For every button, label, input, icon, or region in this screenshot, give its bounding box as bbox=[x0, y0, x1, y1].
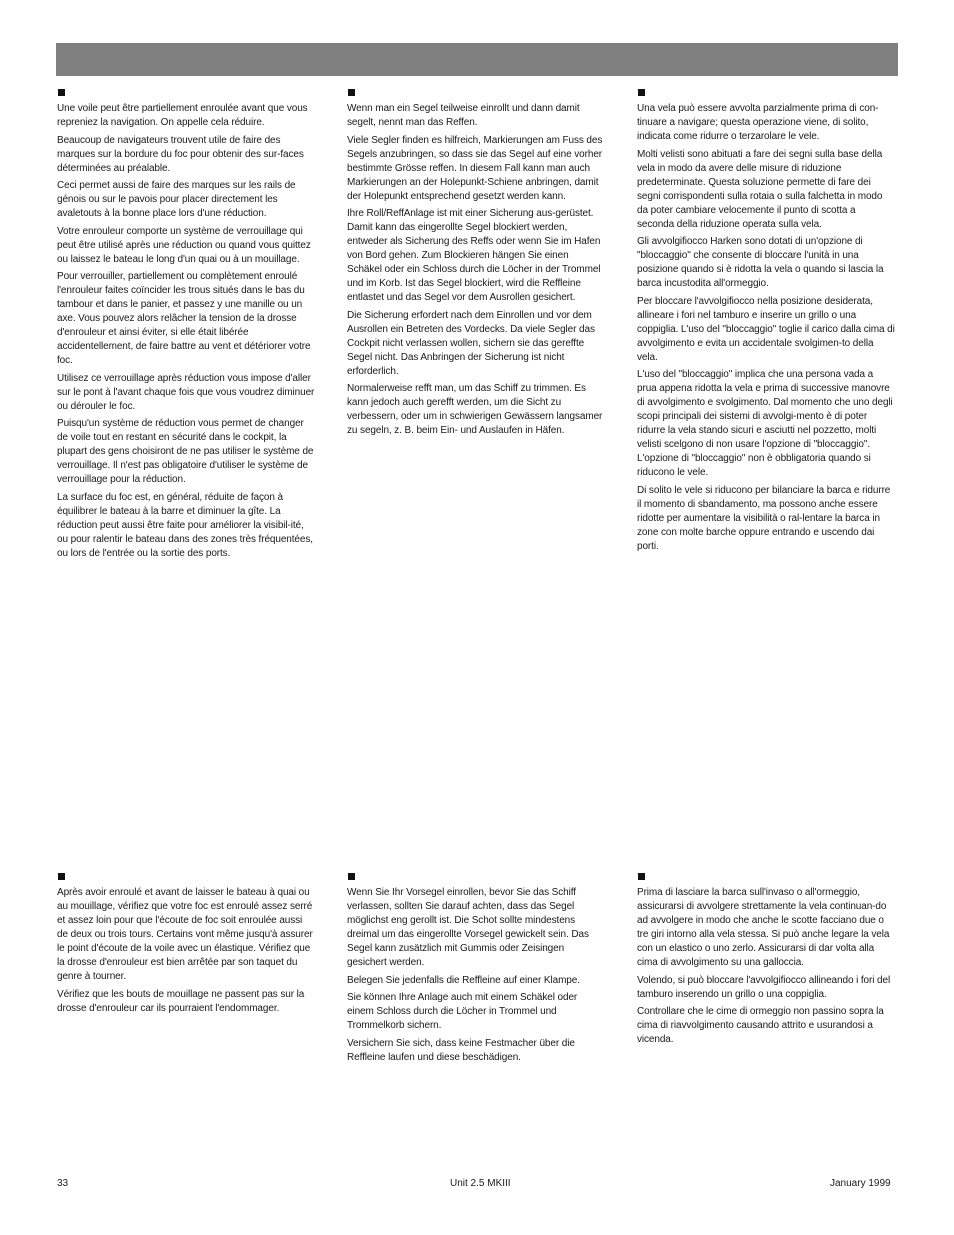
square-bullet-icon bbox=[638, 89, 645, 96]
paragraph: Utilisez ce verrouillage après réduction vous impose d'aller sur le pont à l'avant chaque fois que vous voudrez diminuer ou dérouler le foc. bbox=[57, 372, 315, 412]
square-bullet-icon bbox=[58, 89, 65, 96]
paragraph: Per bloccare l'avvolgifiocco nella posizione desiderata, allineare i fori nel tamburo e inserire un grillo o una coppiglia. L'uso del "bloccaggio" toglie il carico dalla cima di avvolgimento e evita un accidentale svolgimen-to della vela. bbox=[637, 295, 895, 363]
paragraph: Puisqu'un système de réduction vous permet de changer de voile tout en restant en sécurité dans le cockpit, la plupart des gens choisiront de ne pas utiliser le système de verrouillage. Il n'est pas obligatoire d'utiliser le système de verrouillage pour la réduction. bbox=[57, 418, 314, 485]
paragraph: Ceci permet aussi de faire des marques sur les rails de génois ou sur le pavois pour placer directement les avaletouts à la bonne place lors d'une réduction. bbox=[57, 180, 296, 219]
paragraph: Wenn man ein Segel teilweise einrollt und dann damit segelt, nennt man das Reffen. bbox=[347, 103, 580, 128]
paragraph: Vérifiez que les bouts de mouillage ne passent pas sur la drosse d'enrouleur car ils pourraient l'endommager. bbox=[57, 988, 305, 1014]
paragraph: Sie können Ihre Anlage auch mit einem Schäkel oder einem Schloss durch die Löcher in Trommel und Trommelkorb sichern. bbox=[347, 992, 578, 1031]
square-bullet-icon bbox=[348, 873, 355, 880]
paragraph: Beaucoup de navigateurs trouvent utile de faire des marques sur la bordure du foc pour obtenir des sur-faces déterminées au préalable. bbox=[57, 134, 304, 174]
paragraph: Après avoir enroulé et avant de laisser le bateau à quai ou au mouillage, vérifiez que votre foc est enroulé assez serré et assez loin pour que l'écoute de foc soit enroulée aussi de deux ou trois tours. Certains vont même jusqu'à assurer le point d'écoute de la voile avec un élastique. Vérifiez que la drosse d'enrouleur est bien arrêtée par son taquet du genre à tourner. bbox=[57, 887, 313, 982]
paragraph: La surface du foc est, en général, réduite de façon à équilibrer le bateau à la barre et diminuer la gîte. La réduction peut aussi être faite pour améliorer la visibil-ité, ou pour ralentir le bateau dans des zones très fréquentées, ou lors de l'entrée ou la sortie des ports. bbox=[57, 491, 313, 559]
paragraph: Di solito le vele si riducono per bilanciare la barca e ridurre il momento di sbandamento, ma possono anche essere ridotte per aumentare la visibilità o ral-lentare la barca in zone con molte barche oppure entrando e uscendo dai porti. bbox=[637, 484, 891, 552]
paragraph: Die Sicherung erfordert nach dem Einrollen und vor dem Ausrollen ein Betreten des Vordecks. Da viele Segler das Cockpit nicht verlassen wollen, sichern sie das gereffte Segel nicht. Das Anbringen der Sicherung ist nicht erforderlich. bbox=[347, 309, 595, 377]
paragraph: Prima di lasciare la barca sull'invaso o all'ormeggio, assicurarsi di avvolgere strettamente la vela continuan-do ad avvolgere in modo che anche le scotte facciano due o tre giri intorno alla vela stessa. Si può anche legare la vela con un elastico o uno zerlo. Assicurarsi di dar volta alla cima di avvolgimento su una galloccia. bbox=[637, 887, 890, 968]
paragraph: Gli avvolgifiocco Harken sono dotati di un'opzione di "bloccaggio" che consente di bloccare l'unità in una posizione quando si è ridotta la vela o quando si lascia la barca incustodita all'ormeggio. bbox=[637, 236, 884, 289]
paragraph: L'uso del "bloccaggio" implica che una persona vada a prua appena ridotta la vela e prima di successive manovre di avvolgimento e svolgimento. Dal momento che uno degli scopi principali dei sistemi di avvolgi-mento è di poter ridurre la vela stando sicuri e asciutti nel pozzetto, molti velisti scelgono di non usare l'opzione di "bloccaggio". L'opzione di "bloccaggio" non è obbligatoria quando si riducono le vele. bbox=[637, 369, 893, 478]
paragraph: Ihre Roll/ReffAnlage ist mit einer Sicherung aus-gerüstet. Damit kann das eingerollte Segel blockiert werden, entweder als Sicherung des Reffs oder wenn Sie im Hafen von Bord gehen. Zum Blockieren hängen Sie einen Schäkel oder ein Schloss durch die Löcher in der Trommel und im Korb. Ist das Segel blockiert, wird die Reffleine entlastet und das Segel vor dem Ausrollen gesichert. bbox=[347, 208, 601, 303]
paragraph: Viele Segler finden es hilfreich, Markierungen am Fuss des Segels anzubringen, so dass sie das Segel auf eine vorher bestimmte Grösse reffen. In diesem Fall kann man auch Markierungen an der Holepunkt-Schiene anbringen, damit der Holepunkt entsprechend gesetzt werden kann. bbox=[347, 134, 603, 202]
italian-column-bottom bbox=[637, 873, 895, 1051]
square-bullet-icon bbox=[348, 89, 355, 96]
footer-unit: Unit 2.5 MKIII bbox=[450, 1178, 511, 1189]
paragraph: Normalerweise refft man, um das Schiff zu trimmen. Es kann jedoch auch gerefft werden, um die Sicht zu verbessern, oder um in schwierigen Gewässern langsamer zu segeln, z. B. beim Ein- und Auslaufen in Häfen. bbox=[347, 383, 603, 436]
paragraph: Volendo, si può bloccare l'avvolgifiocco allineando i fori del tamburo inserendo un grillo o una coppiglia. bbox=[637, 974, 891, 1000]
paragraph: Controllare che le cime di ormeggio non passino sopra la cima di riavvolgimento causando attrito e usurandosi a vicenda. bbox=[637, 1006, 884, 1045]
french-column-bottom bbox=[57, 873, 315, 1019]
paragraph: Votre enrouleur comporte un système de verrouillage qui peut être utilisé après une réduction ou quand vous quittez ou laissez le bateau le long d'un quai ou à un mouillage. bbox=[57, 225, 311, 265]
paragraph: Une voile peut être partiellement enroulée avant que vous repreniez la navigation. On appelle cela réduire. bbox=[57, 103, 308, 128]
german-column-bottom bbox=[347, 873, 605, 1068]
french-column-top bbox=[57, 89, 315, 564]
page-number: 33 bbox=[57, 1178, 69, 1189]
paragraph: Wenn Sie Ihr Vorsegel einrollen, bevor Sie das Schiff verlassen, sollten Sie darauf achten, dass das Segel möglichst eng gerollt ist. Die Schot sollte mindestens dreimal um das eingerollte Vorsegel gewickelt sein. Das Segel kann zusätzlich mit Gummis oder Zeisingen gesichert werden. bbox=[347, 887, 589, 968]
paragraph: Molti velisti sono abituati a fare dei segni sulla base della vela in modo da avere delle misure di riduzione predeterminate. Questa soluzione permette di fare dei segni corrispondenti sulla rotaia o sulla falchetta in modo da poter cambiare velocemente il punto di scotta a seconda della riduzione operata sulla vela. bbox=[637, 148, 883, 230]
paragraph: Belegen Sie jedenfalls die Reffleine auf einer Klampe. bbox=[347, 974, 580, 986]
header-bar bbox=[56, 43, 898, 76]
italian-column-top bbox=[637, 89, 895, 557]
german-column-top bbox=[347, 89, 605, 442]
paragraph: Versichern Sie sich, dass keine Festmacher über die Reffleine laufen und diese beschädigen. bbox=[347, 1037, 575, 1063]
footer-date: January 1999 bbox=[830, 1178, 891, 1189]
square-bullet-icon bbox=[58, 873, 65, 880]
paragraph: Pour verrouiller, partiellement ou complètement enroulé l'enrouleur faites coïncider les trous situés dans le bas du tambour et dans le panier, et passez y une manille ou un axe. Vous pouvez alors relâcher la tension de la drosse d'enrouleur et ainsi éviter, si elle était libérée accidentellement, de faire battre au vent et détériorer votre foc. bbox=[57, 271, 311, 366]
paragraph: Una vela può essere avvolta parzialmente prima di con-tinuare a navigare; questa operazione viene, di solito, indicata come ridurre o terzarolare le vele. bbox=[637, 103, 879, 142]
square-bullet-icon bbox=[638, 873, 645, 880]
